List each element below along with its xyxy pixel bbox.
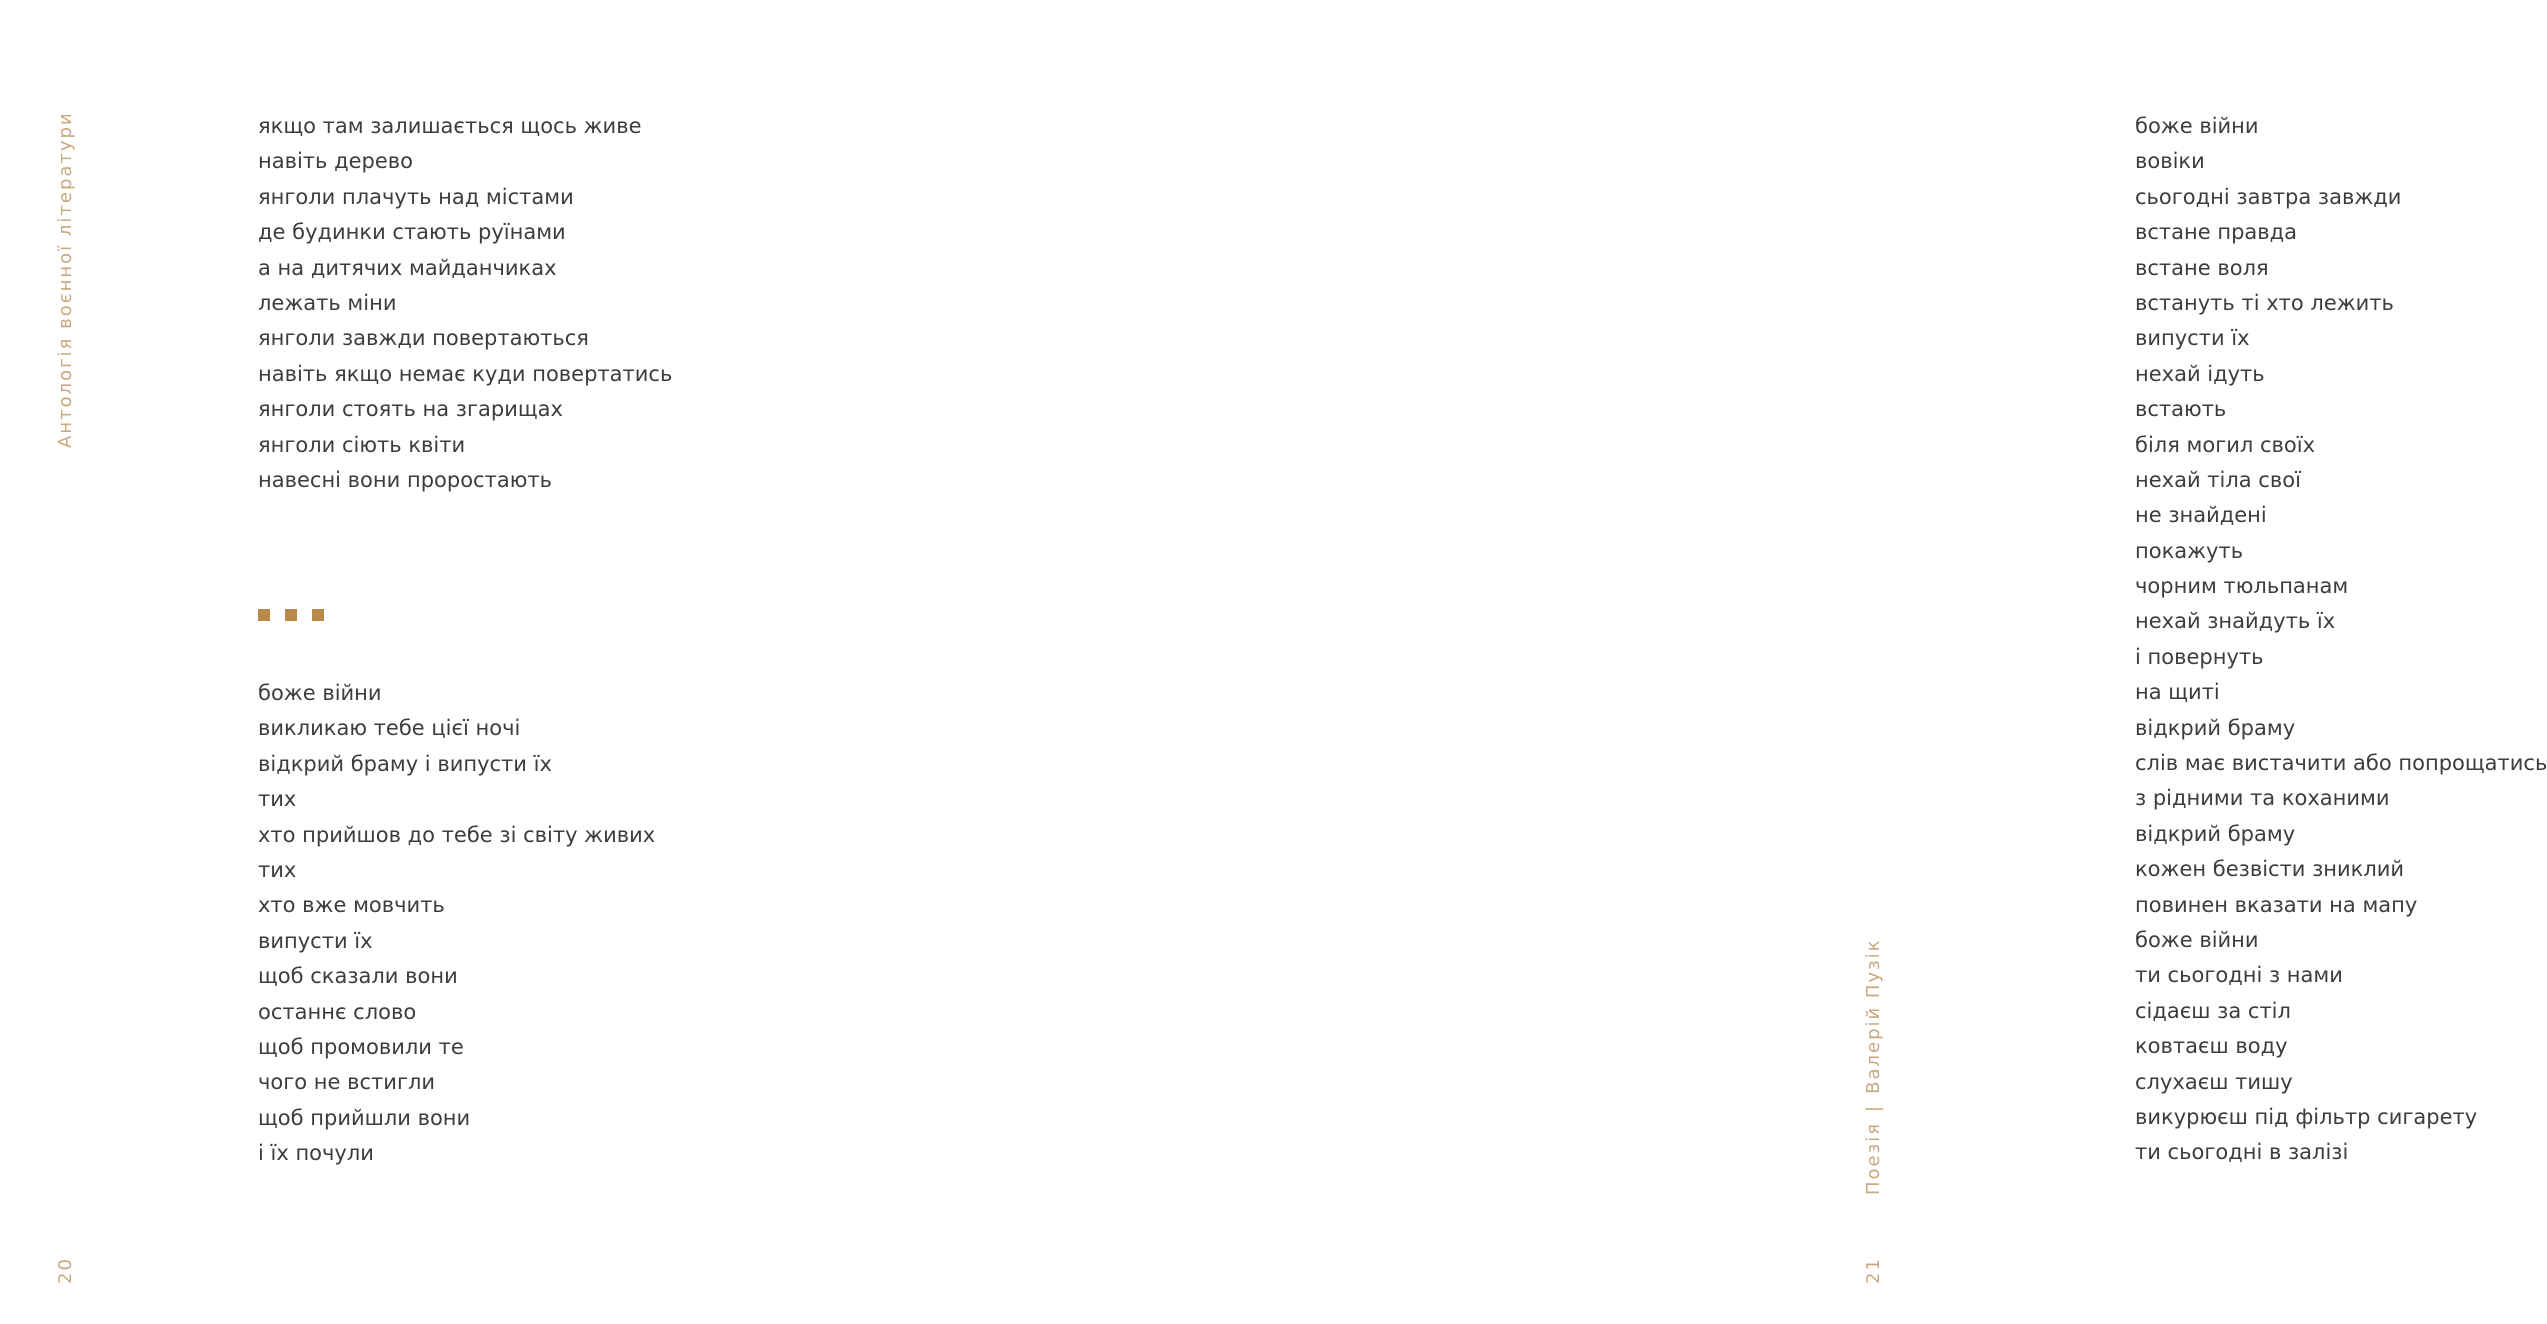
poem-line: хто вже мовчить [258,893,445,918]
poem-line: навіть якщо немає куди повертатись [258,361,673,386]
poem-line: викурюєш під фільтр сигарету [2135,1104,2478,1129]
poem-line: янголи плачуть над містами [258,184,574,209]
poem-line: сьогодні завтра завжди [2135,184,2402,209]
poem-line: тих [258,857,297,882]
poem-line: янголи стоять на згарищах [258,397,563,422]
poem-line: щоб промовили те [258,1034,464,1059]
poem-line: останнє слово [258,999,417,1024]
poem-line: навесні вони проростають [258,467,552,492]
poem-line: а на дитячих майданчиках [258,255,557,280]
running-head-section-author [1863,938,1884,1195]
poem-line: вовіки [2135,149,2205,174]
poem-line: покажуть [2135,538,2244,563]
poem-line: чорним тюльпанам [2135,574,2349,599]
running-head-author: Валерій Пузік [1863,938,1884,1094]
poem-line: сідаєш за стіл [2135,998,2291,1023]
poem-line: і їх почули [258,1141,374,1166]
poem-line: янголи завжди повертаються [258,326,589,351]
poem-line: щоб прийшли вони [258,1105,471,1130]
poem-line: викликаю тебе цієї ночі [258,716,521,741]
poem-stanza-3 [2135,109,2547,1171]
ornament-square [258,609,270,621]
page-number-right: 21 [1863,1257,1884,1284]
poem-line: лежать міни [258,290,397,315]
poem-line: ти сьогодні в залізі [2135,1140,2349,1165]
poem-line: боже війни [258,681,382,705]
poem-line: нехай тіла свої [2135,467,2301,492]
poem-line: відкрий браму і випусти їх [258,751,552,776]
poem-line: боже війни [2135,114,2259,138]
poem-line: встане правда [2135,220,2298,245]
poem-line: чого не встигли [258,1070,436,1095]
ornament-square [285,609,297,621]
section-divider-ornament [258,609,324,621]
poem-line: янголи сіють квіти [258,432,466,457]
running-head-anthology-title: Антологія воєнної літератури [55,111,76,448]
poem-line: на щиті [2135,680,2220,705]
poem-stanza-2 [258,676,655,1171]
poem-line: слів має вистачити або попрощатись [2135,751,2547,776]
poem-line: навіть дерево [258,149,414,174]
running-head-section: Поезія [1863,1121,1884,1195]
poem-line: встане воля [2135,255,2269,280]
poem-line: нехай знайдуть їх [2135,609,2336,634]
poem-line: слухаєш тишу [2135,1069,2293,1094]
poem-line: повинен вказати на мапу [2135,892,2418,917]
poem-line: боже війни [2135,927,2259,952]
poem-line: хто прийшов до тебе зі світу живих [258,822,656,847]
poem-line: ковтаєш воду [2135,1034,2288,1059]
poem-line: і повернуть [2135,644,2264,669]
poem-line: відкрий браму [2135,821,2296,846]
poem-line: біля могил своїх [2135,432,2316,457]
running-head-separator: | [1863,1103,1884,1112]
poem-line: з рідними та коханими [2135,786,2390,811]
poem-line: тих [258,787,297,812]
poem-line: випусти їх [2135,326,2250,351]
poem-line: не знайдені [2135,503,2267,528]
poem-line: кожен безвісти зниклий [2135,857,2405,882]
left-page [0,0,960,1324]
poem-line: щоб сказали вони [258,964,458,989]
right-page [960,0,2547,1324]
poem-line: де будинки стають руїнами [258,220,566,245]
poem-stanza-1 [258,109,672,498]
poem-line: встануть ті хто лежить [2135,290,2394,315]
poem-line: випусти їх [258,928,373,953]
poem-line: відкрий браму [2135,715,2296,740]
poem-line: нехай ідуть [2135,361,2265,386]
poem-line: якщо там залишається щось живе [258,114,642,138]
page-number-left: 20 [55,1257,76,1284]
poem-line: встають [2135,397,2227,422]
poem-line: ти сьогодні з нами [2135,963,2343,988]
ornament-square [312,609,324,621]
